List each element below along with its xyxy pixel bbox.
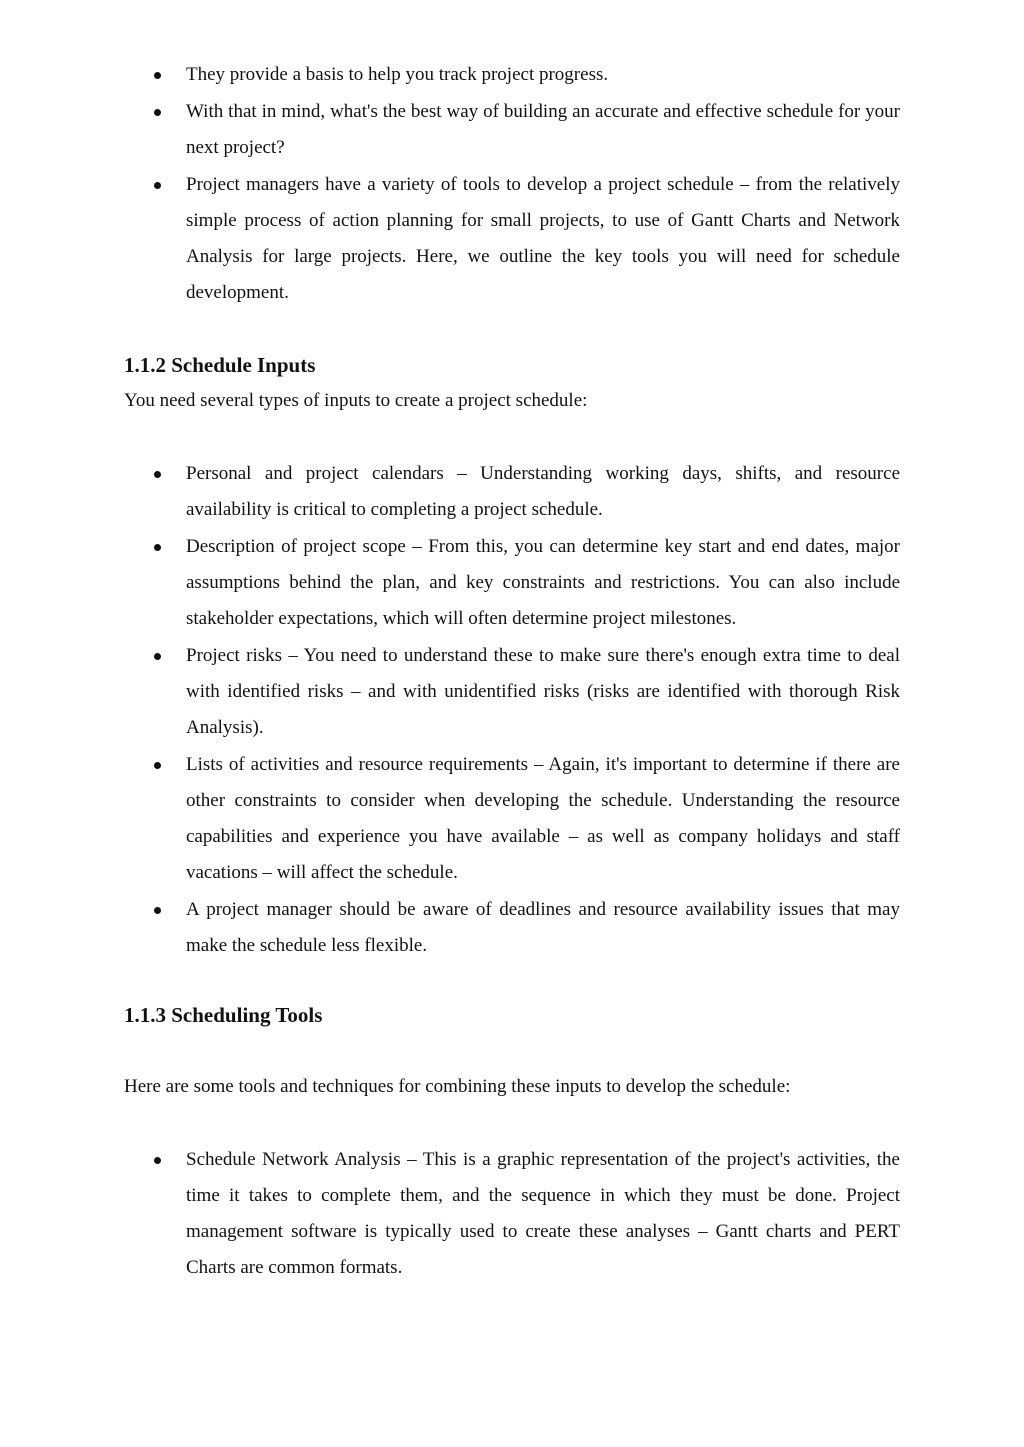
list-item-text: Personal and project calendars – Understanding working days, shifts, and resource availability is critical to completing a project schedule. xyxy=(186,463,900,520)
scheduling-tools-bullet-list xyxy=(0,1142,1024,1286)
list-item xyxy=(0,94,1024,166)
bullet-icon xyxy=(154,72,161,79)
list-item xyxy=(0,57,1024,93)
list-item-text: Project risks – You need to understand these to make sure there's enough extra time to deal with identified risks – and with unidentified risks (risks are identified with thorough Risk Analysis). xyxy=(186,645,900,738)
list-item xyxy=(0,167,1024,311)
bullet-icon xyxy=(154,907,161,914)
schedule-inputs-bullet-list xyxy=(0,456,1024,964)
section-heading-schedule-inputs: 1.1.2 Schedule Inputs xyxy=(124,353,316,377)
list-item xyxy=(0,1142,1024,1286)
list-item-text: Project managers have a variety of tools to develop a project schedule – from the relatively simple process of action planning for small projects, to use of Gantt Charts and Network Analysis for large projects. Here, we outline the key tools you will need for schedule development. xyxy=(186,174,900,303)
bullet-icon xyxy=(154,109,161,116)
list-item xyxy=(0,529,1024,637)
list-item-text: Description of project scope – From this, you can determine key start and end dates, major assumptions behind the plan, and key constraints and restrictions. You can also include stakeholder expectations, which will often determine project milestones. xyxy=(186,536,900,629)
bullet-icon xyxy=(154,544,161,551)
section-intro-schedule-inputs: You need several types of inputs to create a project schedule: xyxy=(124,390,588,411)
bullet-icon xyxy=(154,182,161,189)
list-item xyxy=(0,638,1024,746)
list-item xyxy=(0,892,1024,964)
list-item-text: Lists of activities and resource requirements – Again, it's important to determine if there are other constraints to consider when developing the schedule. Understanding the resource capabilities and experience you have available – as well as company holidays and staff vacations – will affect the schedule. xyxy=(186,754,900,883)
list-item-text: They provide a basis to help you track project progress. xyxy=(186,64,609,85)
bullet-icon xyxy=(154,653,161,660)
list-item-text: With that in mind, what's the best way of building an accurate and effective schedule for your next project? xyxy=(186,101,900,158)
list-item xyxy=(0,456,1024,528)
list-item-text: A project manager should be aware of deadlines and resource availability issues that may make the schedule less flexible. xyxy=(186,899,900,956)
section-heading-scheduling-tools: 1.1.3 Scheduling Tools xyxy=(124,1003,323,1027)
bullet-icon xyxy=(154,1157,161,1164)
section-intro-scheduling-tools: Here are some tools and techniques for combining these inputs to develop the schedule: xyxy=(124,1076,791,1097)
bullet-icon xyxy=(154,762,161,769)
list-item-text: Schedule Network Analysis – This is a graphic representation of the project's activities, the time it takes to complete them, and the sequence in which they must be done. Project management software is typically used to create these analyses – Gantt charts and PERT Charts are common formats. xyxy=(186,1149,900,1278)
bullet-icon xyxy=(154,471,161,478)
list-item xyxy=(0,747,1024,891)
top-bullet-list xyxy=(0,57,1024,311)
